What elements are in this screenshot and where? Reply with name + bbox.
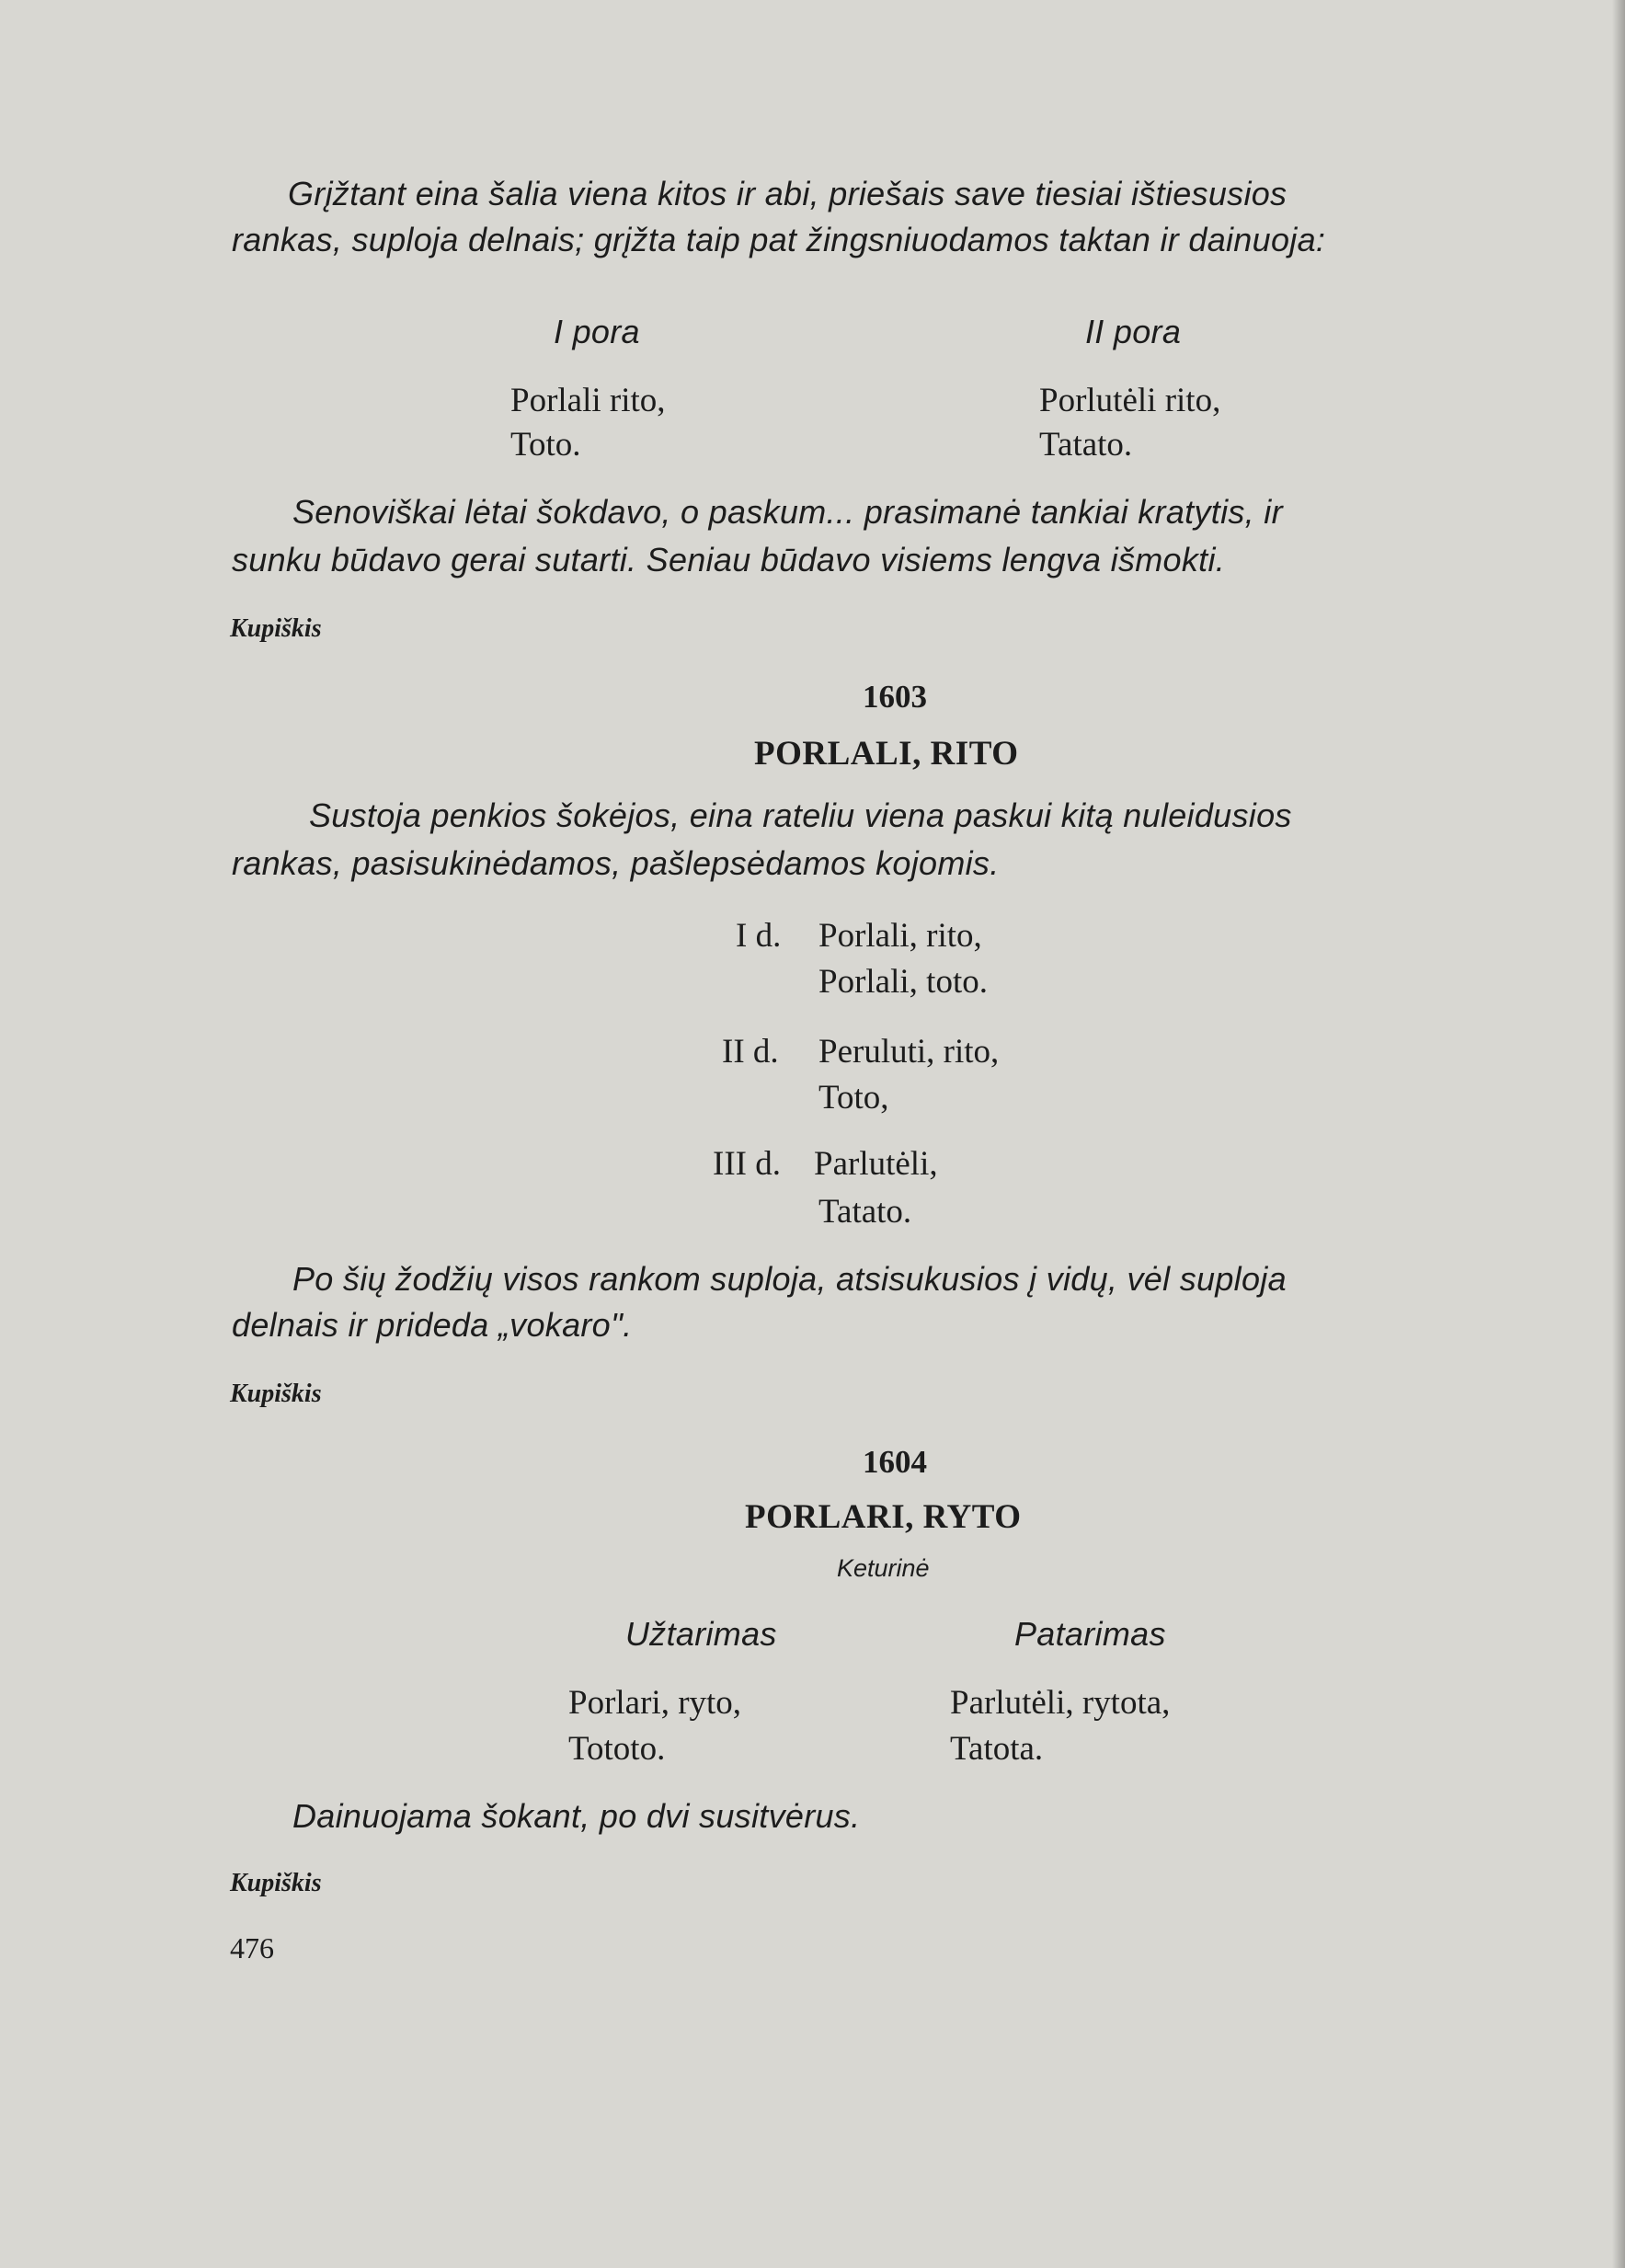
song-1604-col-2-line-2: Tatota.: [950, 1730, 1044, 1768]
song-1604-subtitle: Keturinė: [837, 1554, 930, 1582]
song-title-1603: PORLALI, RITO: [754, 735, 1019, 773]
song-1603-desc-line-2: rankas, pasisukinėdamos, pašlepsėdamos kojomis.: [232, 844, 1000, 882]
song-number-1604: 1604: [863, 1444, 927, 1480]
page-number: 476: [230, 1931, 274, 1964]
place-label-2: Kupiškis: [230, 1380, 322, 1408]
song-1604-col-1-line-2: Tototo.: [568, 1730, 666, 1768]
song-1603-desc-line-1: Sustoja penkios šokėjos, eina rateliu viena paskui kitą nuleidusios: [309, 796, 1292, 834]
place-label-1: Kupiškis: [230, 614, 322, 643]
pair-1-line-2: Toto.: [510, 426, 581, 464]
note-line-1: Senoviškai lėtai šokdavo, o paskum... prasimanė tankiai kratytis, ir: [292, 493, 1283, 531]
pair-2-line-1: Porlutėli rito,: [1039, 382, 1221, 419]
song-1604-note: Dainuojama šokant, po dvi susitvėrus.: [292, 1797, 861, 1835]
verse-1-line-1: Porlali, rito,: [818, 917, 982, 955]
verse-1-line-2: Porlali, toto.: [818, 963, 988, 1001]
verse-2-line-1: Peruluti, rito,: [818, 1033, 1000, 1071]
verse-3-line-2: Tatato.: [818, 1193, 912, 1231]
verse-1-label: I d.: [736, 917, 782, 955]
pair-1-line-1: Porlali rito,: [510, 382, 666, 419]
pair-1-heading: I pora: [554, 313, 640, 350]
song-1604-col-2-heading: Patarimas: [1014, 1615, 1166, 1653]
intro-line-2: rankas, suploja delnais; grįžta taip pat žingsniuodamos taktan ir dainuoja:: [232, 221, 1326, 258]
song-1603-after-line-2: delnais ir prideda „vokaro".: [232, 1306, 633, 1344]
song-number-1603: 1603: [863, 679, 927, 715]
song-1604-col-2-line-1: Parlutėli, rytota,: [950, 1684, 1171, 1722]
verse-2-label: II d.: [722, 1033, 779, 1071]
pair-2-line-2: Tatato.: [1039, 426, 1133, 464]
intro-line-1: Grįžtant eina šalia viena kitos ir abi, priešais save tiesiai ištiesusios: [288, 175, 1287, 212]
verse-3-label: III d.: [713, 1145, 781, 1183]
song-1604-col-1-heading: Užtarimas: [625, 1615, 777, 1653]
verse-2-line-2: Toto,: [818, 1079, 889, 1117]
pair-2-heading: II pora: [1085, 313, 1182, 350]
song-1603-after-line-1: Po šių žodžių visos rankom suploja, atsisukusios į vidų, vėl suploja: [292, 1260, 1287, 1298]
note-line-2: sunku būdavo gerai sutarti. Seniau būdavo visiems lengva išmokti.: [232, 541, 1226, 578]
song-1604-col-1-line-1: Porlari, ryto,: [568, 1684, 742, 1722]
song-title-1604: PORLARI, RYTO: [745, 1498, 1022, 1536]
place-label-3: Kupiškis: [230, 1869, 322, 1897]
page-edge-shadow: [1612, 0, 1625, 2268]
verse-3-line-1: Parlutėli,: [814, 1145, 938, 1183]
